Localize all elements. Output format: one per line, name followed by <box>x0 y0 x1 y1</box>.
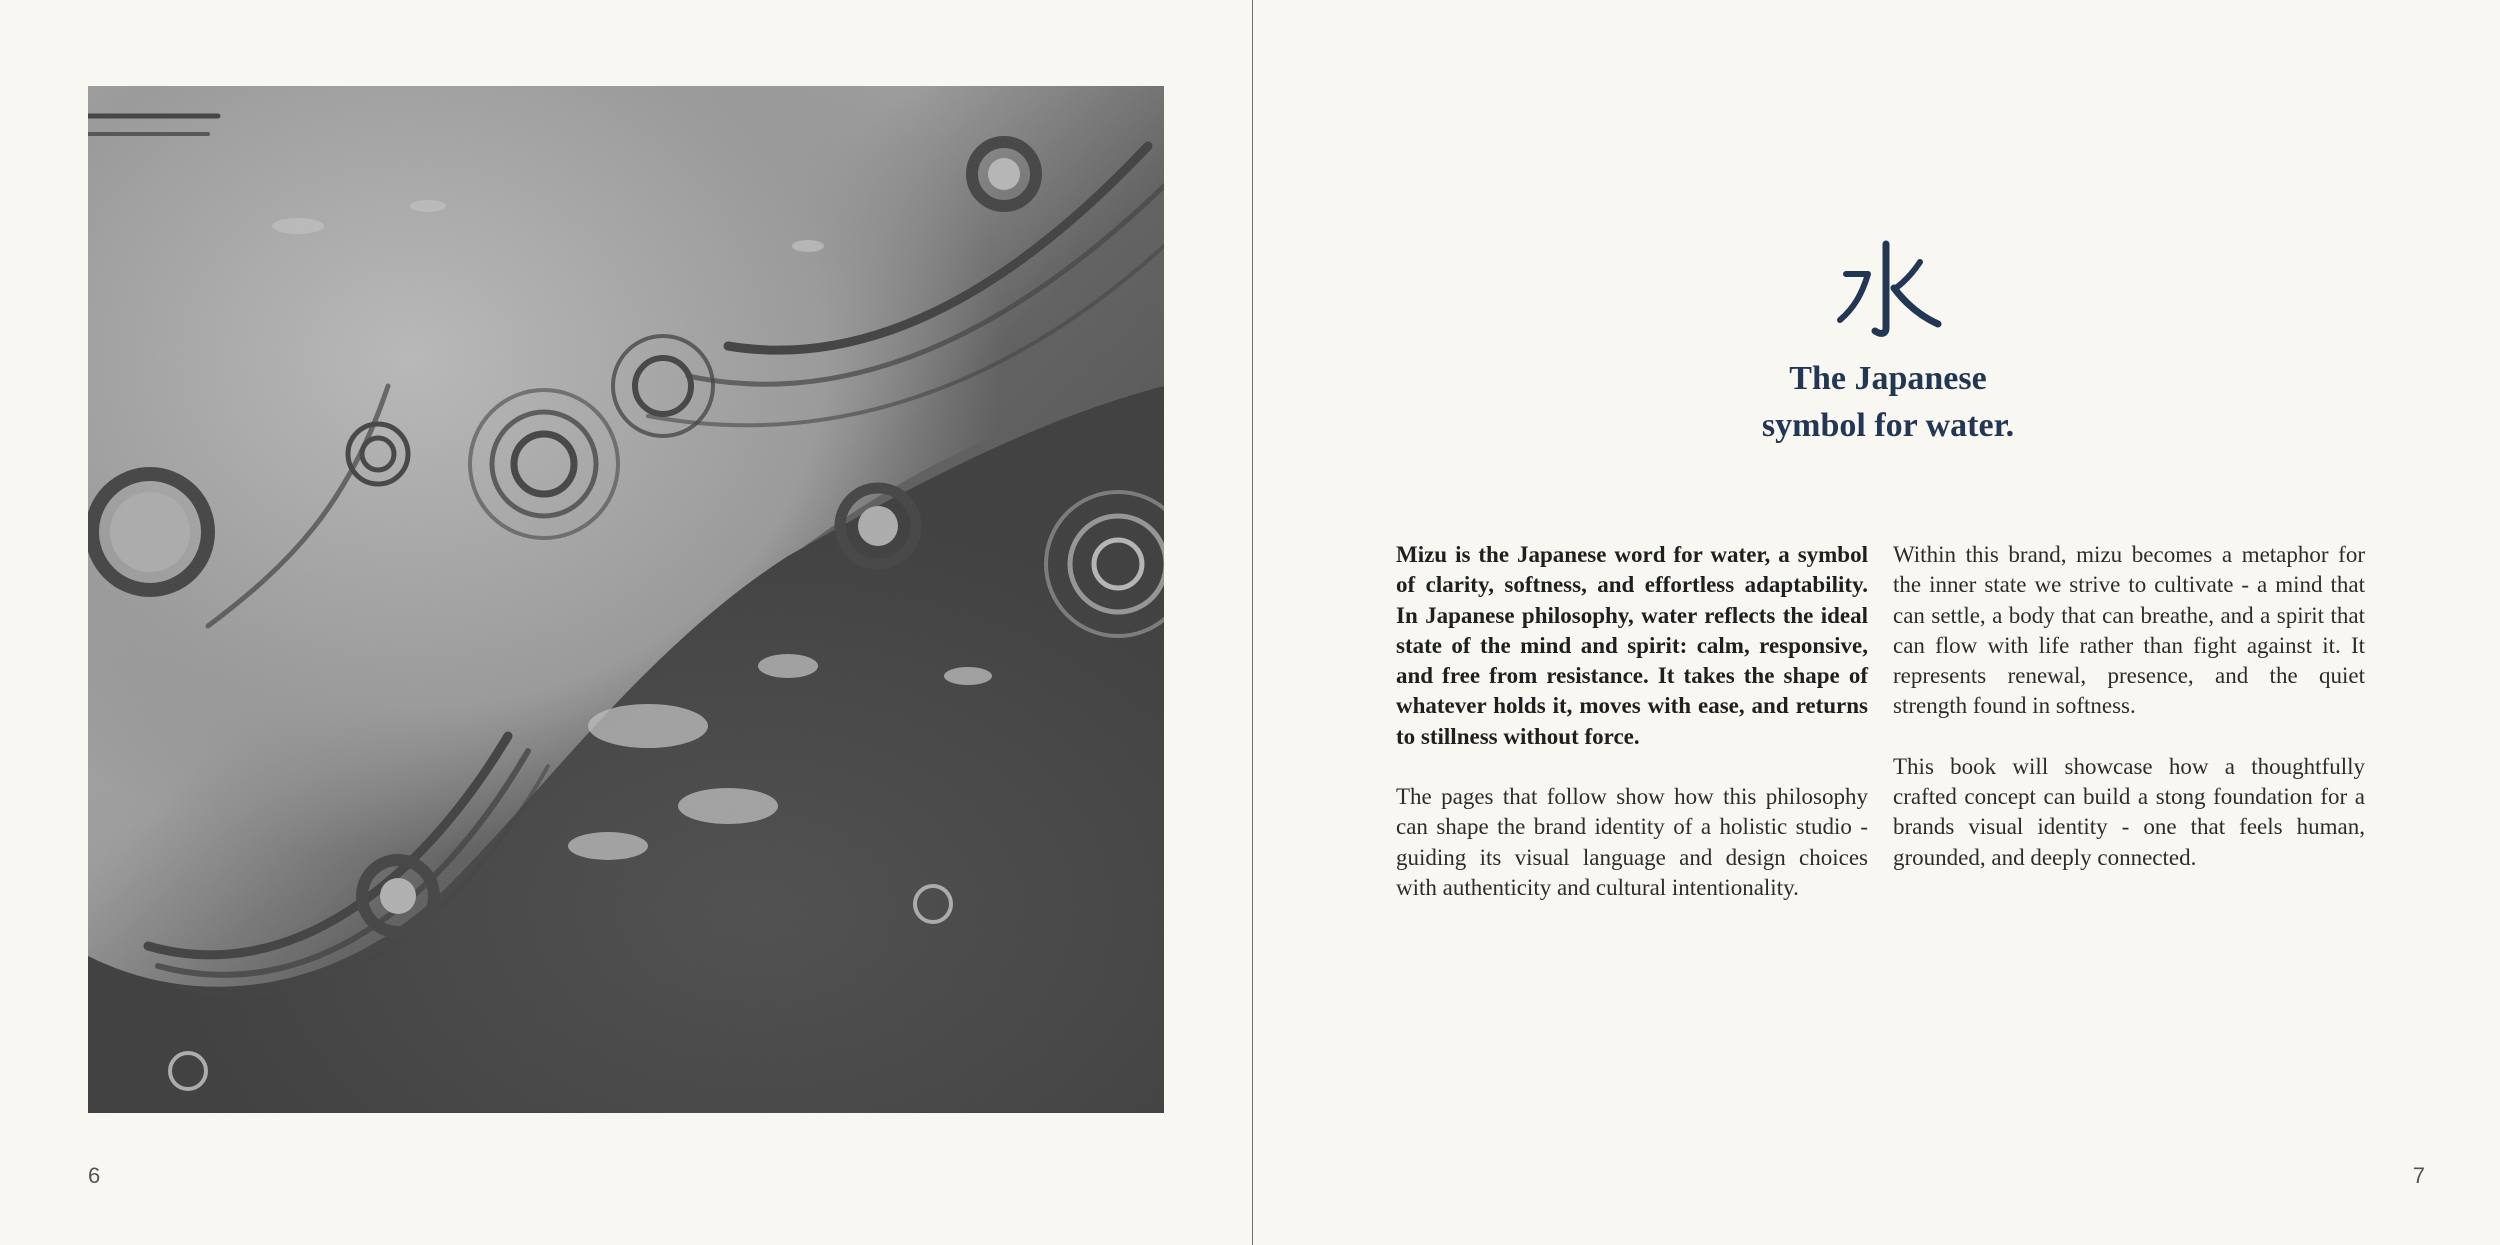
page-number-right: 7 <box>2412 1163 2425 1188</box>
water-kanji-icon <box>1828 238 1948 338</box>
water-ripples-photo <box>88 86 1164 1113</box>
text-column-right <box>1893 540 2365 903</box>
intro-paragraph: Mizu is the Japanese word for water, a symbol of clarity, softness, and effortless adaptability. In Japanese philosophy, water reflects the ideal state of the mind and spirit: calm, responsive, and free from resistance. It takes the shape of whatever holds it, moves with ease, and returns to stillness without force. <box>1396 542 1868 749</box>
page-title <box>1638 355 2138 449</box>
text-column-left <box>1396 540 1868 933</box>
body-paragraph: Within this brand, mizu becomes a metaphor for the inner state we strive to cultivate - a mind that can settle, a body that can breathe, and a spirit that can flow with life rather than fight against it. It represents renewal, presence, and the quiet strength found in softness. <box>1893 542 2365 719</box>
title-line-1: The Japanese <box>1789 360 1987 397</box>
page-number-left: 6 <box>88 1163 101 1188</box>
body-paragraph: The pages that follow show how this philosophy can shape the brand identity of a holistic studio - guiding its visual language and design choices with authenticity and cultural intentionality. <box>1396 784 1868 900</box>
body-paragraph: This book will showcase how a thoughtfully crafted concept can build a stong foundation for a brands visual identity - one that feels human, grounded, and deeply connected. <box>1893 753 2365 870</box>
right-page <box>1253 0 2500 1245</box>
title-line-2: symbol for water. <box>1761 407 2015 444</box>
